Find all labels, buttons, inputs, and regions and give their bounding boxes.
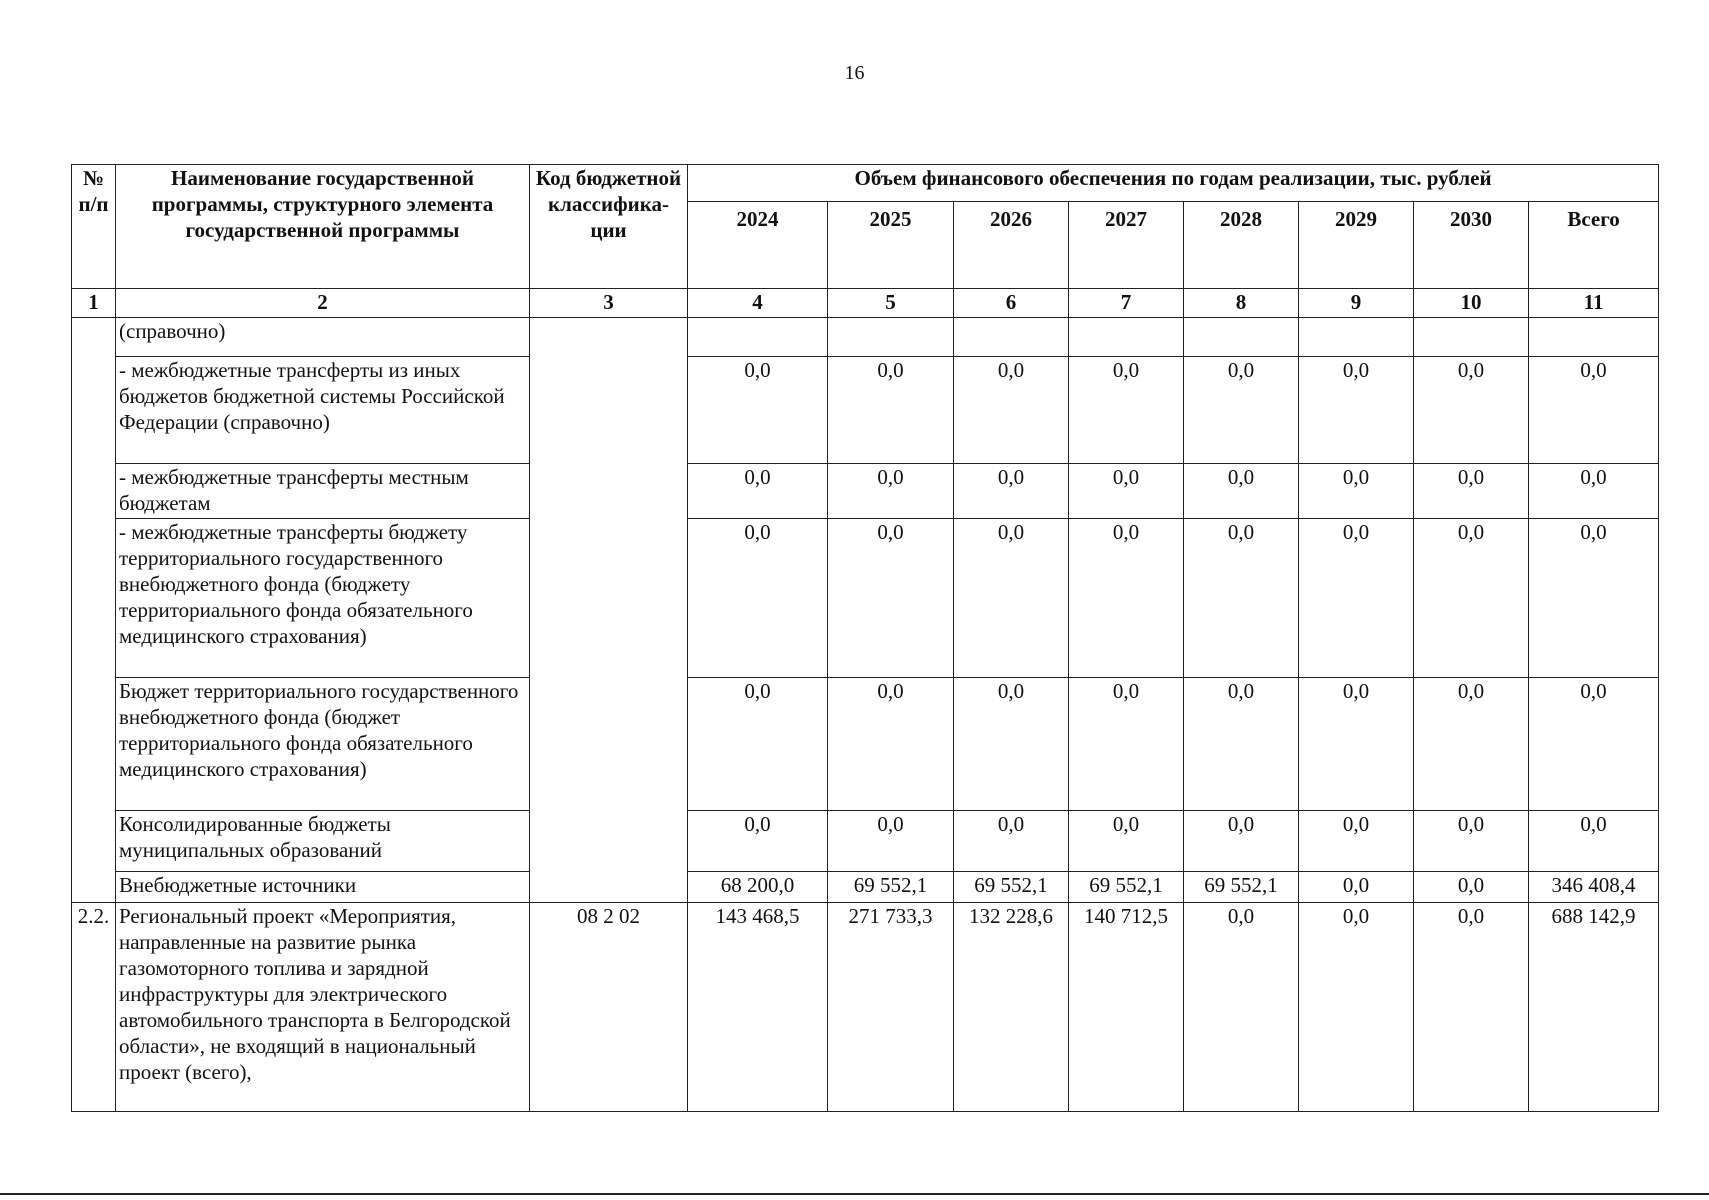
value-2028: 0,0: [1184, 464, 1299, 519]
column-index: 10: [1414, 289, 1529, 318]
value-2030: 0,0: [1414, 872, 1529, 903]
value-2024: 0,0: [688, 464, 828, 519]
row-number-cell: [72, 318, 116, 903]
header-num: № п/п: [72, 165, 116, 289]
value-2026: 0,0: [954, 678, 1069, 811]
header-total: Всего: [1529, 202, 1659, 289]
value-2029: 0,0: [1299, 872, 1414, 903]
value-total: 0,0: [1529, 811, 1659, 872]
row-name: Консолидированные бюджеты муниципальных образований: [116, 811, 530, 872]
column-index: 6: [954, 289, 1069, 318]
row-number: 2.2.: [72, 903, 116, 1112]
value-2025: 0,0: [828, 357, 954, 464]
value-2027: 140 712,5: [1069, 903, 1184, 1112]
value-2027: 0,0: [1069, 811, 1184, 872]
row-name: - межбюджетные трансферты из иных бюджетов бюджетной системы Российской Федерации (справочно): [116, 357, 530, 464]
table-row: [72, 678, 1659, 811]
value-2029: [1299, 318, 1414, 357]
value-2027: 0,0: [1069, 678, 1184, 811]
value-2028: 0,0: [1184, 678, 1299, 811]
value-2028: 0,0: [1184, 519, 1299, 678]
value-total: 0,0: [1529, 678, 1659, 811]
value-2025: 69 552,1: [828, 872, 954, 903]
value-2030: 0,0: [1414, 357, 1529, 464]
column-index: 2: [116, 289, 530, 318]
value-2024: 143 468,5: [688, 903, 828, 1112]
value-2029: 0,0: [1299, 357, 1414, 464]
value-2025: 0,0: [828, 678, 954, 811]
value-2026: 132 228,6: [954, 903, 1069, 1112]
row-code: 08 2 02: [530, 903, 688, 1112]
table-row: [72, 811, 1659, 872]
header-year-2024: 2024: [688, 202, 828, 289]
value-2024: 0,0: [688, 357, 828, 464]
row-code-cell: [530, 318, 688, 903]
value-2024: 68 200,0: [688, 872, 828, 903]
column-index: 1: [72, 289, 116, 318]
page-number: 16: [844, 62, 865, 84]
value-2029: 0,0: [1299, 519, 1414, 678]
header-volume: Объем финансового обеспечения по годам реализации, тыс. рублей: [688, 165, 1659, 202]
row-name: (справочно): [116, 318, 530, 357]
value-total: 0,0: [1529, 519, 1659, 678]
value-total: 346 408,4: [1529, 872, 1659, 903]
value-2029: 0,0: [1299, 903, 1414, 1112]
header-code: Код бюджетной классифика-ции: [530, 165, 688, 289]
table-row: [72, 519, 1659, 678]
value-2030: 0,0: [1414, 811, 1529, 872]
page-edge-line: [0, 1193, 1709, 1195]
value-2029: 0,0: [1299, 464, 1414, 519]
value-2028: 0,0: [1184, 811, 1299, 872]
value-2030: 0,0: [1414, 519, 1529, 678]
value-2024: [688, 318, 828, 357]
value-total: 0,0: [1529, 464, 1659, 519]
value-2030: 0,0: [1414, 678, 1529, 811]
column-index: 3: [530, 289, 688, 318]
value-2025: 0,0: [828, 811, 954, 872]
budget-table: [71, 164, 1659, 1112]
value-2029: 0,0: [1299, 678, 1414, 811]
column-index: 5: [828, 289, 954, 318]
row-name: - межбюджетные трансферты бюджету территориального государственного внебюджетного фонда (бюджету территориального фонда обязательного медицинского страхования): [116, 519, 530, 678]
value-total: [1529, 318, 1659, 357]
table-row: [72, 872, 1659, 903]
value-2030: [1414, 318, 1529, 357]
value-2028: 0,0: [1184, 903, 1299, 1112]
column-index: 9: [1299, 289, 1414, 318]
header-year-2027: 2027: [1069, 202, 1184, 289]
header-year-2030: 2030: [1414, 202, 1529, 289]
row-name: Бюджет территориального государственного внебюджетного фонда (бюджет территориального фонда обязательного медицинского страхования): [116, 678, 530, 811]
value-2026: 0,0: [954, 464, 1069, 519]
row-name: Внебюджетные источники: [116, 872, 530, 903]
value-2025: [828, 318, 954, 357]
value-2027: 0,0: [1069, 519, 1184, 678]
header-row-1: [72, 165, 1659, 202]
value-2025: 0,0: [828, 464, 954, 519]
value-2026: 0,0: [954, 357, 1069, 464]
header-year-2025: 2025: [828, 202, 954, 289]
column-index: 11: [1529, 289, 1659, 318]
header-name: Наименование государственной программы, структурного элемента государственной программы: [116, 165, 530, 289]
value-2028: 0,0: [1184, 357, 1299, 464]
header-year-2029: 2029: [1299, 202, 1414, 289]
header-year-2026: 2026: [954, 202, 1069, 289]
table-row: [72, 464, 1659, 519]
value-2030: 0,0: [1414, 903, 1529, 1112]
value-2027: 0,0: [1069, 357, 1184, 464]
value-2028: 69 552,1: [1184, 872, 1299, 903]
value-2024: 0,0: [688, 811, 828, 872]
value-2026: [954, 318, 1069, 357]
row-name: - межбюджетные трансферты местным бюджетам: [116, 464, 530, 519]
value-total: 688 142,9: [1529, 903, 1659, 1112]
value-2024: 0,0: [688, 519, 828, 678]
table-row: [72, 318, 1659, 357]
value-2027: 0,0: [1069, 464, 1184, 519]
column-index-row: [72, 289, 1659, 318]
column-index: 8: [1184, 289, 1299, 318]
value-2026: 0,0: [954, 811, 1069, 872]
table-row: [72, 357, 1659, 464]
value-2029: 0,0: [1299, 811, 1414, 872]
value-2027: [1069, 318, 1184, 357]
value-2025: 271 733,3: [828, 903, 954, 1112]
value-2028: [1184, 318, 1299, 357]
value-2024: 0,0: [688, 678, 828, 811]
table-row: [72, 903, 1659, 1112]
value-2027: 69 552,1: [1069, 872, 1184, 903]
value-2026: 0,0: [954, 519, 1069, 678]
header-year-2028: 2028: [1184, 202, 1299, 289]
value-2025: 0,0: [828, 519, 954, 678]
value-total: 0,0: [1529, 357, 1659, 464]
column-index: 4: [688, 289, 828, 318]
value-2026: 69 552,1: [954, 872, 1069, 903]
value-2030: 0,0: [1414, 464, 1529, 519]
column-index: 7: [1069, 289, 1184, 318]
row-name: Региональный проект «Мероприятия, направленные на развитие рынка газомоторного топлива и зарядной инфраструктуры для электрического автомобильного транспорта в Белгородской области», не входящий в национальный проект (всего),: [116, 903, 530, 1112]
